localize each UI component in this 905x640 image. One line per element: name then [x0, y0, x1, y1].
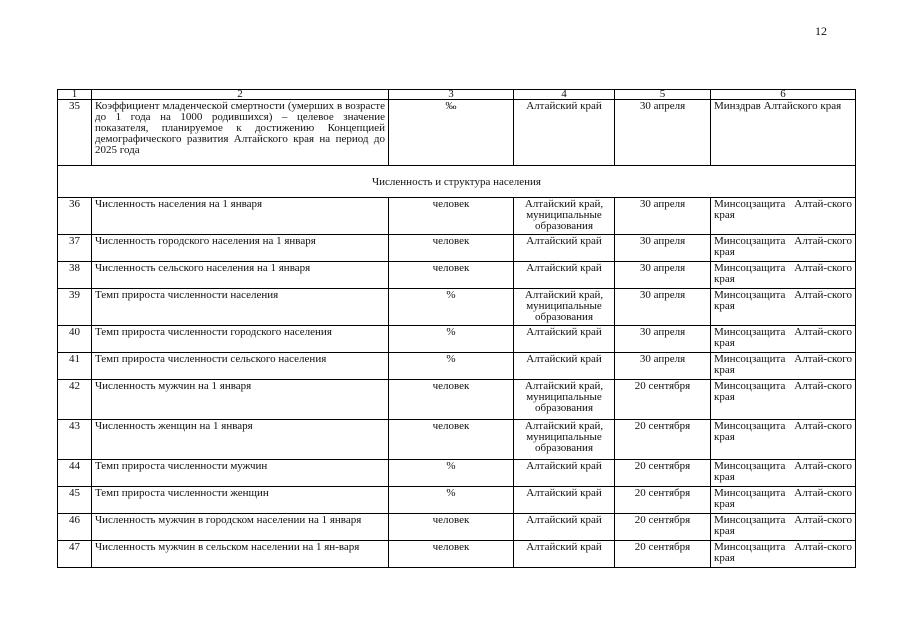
indicator-name: Численность населения на 1 января	[92, 198, 389, 235]
row-number: 42	[58, 380, 92, 420]
table-row	[58, 262, 856, 289]
column-number: 6	[711, 90, 856, 100]
unit: %	[389, 326, 514, 353]
table-row	[58, 380, 856, 420]
indicator-name: Темп прироста численности мужчин	[92, 460, 389, 487]
indicator-name: Коэффициент младенческой смертности (умерших в возрасте до 1 года на 1000 родившихся) – целевое значение показателя, планируемое к достижению Концепцией демографического развития Алтайского края на период до 2025 года	[92, 100, 389, 166]
table-row	[58, 289, 856, 326]
territory-level: Алтайский край, муниципальные образования	[514, 198, 615, 235]
section-row	[58, 166, 856, 198]
indicator-name: Темп прироста численности населения	[92, 289, 389, 326]
indicator-name: Численность мужчин в сельском населении на 1 ян-варя	[92, 541, 389, 568]
unit: человек	[389, 420, 514, 460]
responsible-body: Минсоцзащита Алтай-ского края	[711, 514, 856, 541]
territory-level: Алтайский край	[514, 460, 615, 487]
unit: человек	[389, 198, 514, 235]
submission-date: 20 сентября	[615, 460, 711, 487]
territory-level: Алтайский край, муниципальные образования	[514, 380, 615, 420]
unit: %	[389, 487, 514, 514]
submission-date: 30 апреля	[615, 100, 711, 166]
responsible-body: Минсоцзащита Алтай-ского края	[711, 420, 856, 460]
submission-date: 30 апреля	[615, 198, 711, 235]
unit: человек	[389, 380, 514, 420]
indicator-name: Численность женщин на 1 января	[92, 420, 389, 460]
column-number: 2	[92, 90, 389, 100]
indicator-name: Численность сельского населения на 1 января	[92, 262, 389, 289]
submission-date: 20 сентября	[615, 514, 711, 541]
territory-level: Алтайский край	[514, 235, 615, 262]
submission-date: 20 сентября	[615, 487, 711, 514]
column-number: 1	[58, 90, 92, 100]
row-number: 40	[58, 326, 92, 353]
row-number: 45	[58, 487, 92, 514]
row-number: 39	[58, 289, 92, 326]
submission-date: 20 сентября	[615, 420, 711, 460]
submission-date: 20 сентября	[615, 380, 711, 420]
page-number: 12	[815, 24, 827, 38]
indicators-table	[57, 89, 856, 568]
responsible-body: Минсоцзащита Алтай-ского края	[711, 235, 856, 262]
responsible-body: Минсоцзащита Алтай-ского края	[711, 487, 856, 514]
indicator-name: Темп прироста численности женщин	[92, 487, 389, 514]
unit: %	[389, 289, 514, 326]
unit: человек	[389, 262, 514, 289]
unit: ‰	[389, 100, 514, 166]
table-row	[58, 198, 856, 235]
responsible-body: Минсоцзащита Алтай-ского края	[711, 380, 856, 420]
indicator-name: Численность мужчин в городском населении на 1 января	[92, 514, 389, 541]
table-row	[58, 100, 856, 166]
territory-level: Алтайский край	[514, 100, 615, 166]
column-numbers-row	[58, 90, 856, 100]
submission-date: 30 апреля	[615, 235, 711, 262]
row-number: 46	[58, 514, 92, 541]
territory-level: Алтайский край	[514, 262, 615, 289]
unit: человек	[389, 514, 514, 541]
table-row	[58, 541, 856, 568]
responsible-body: Минсоцзащита Алтай-ского края	[711, 262, 856, 289]
territory-level: Алтайский край	[514, 353, 615, 380]
responsible-body: Минздрав Алтайского края	[711, 100, 856, 166]
submission-date: 30 апреля	[615, 353, 711, 380]
responsible-body: Минсоцзащита Алтай-ского края	[711, 326, 856, 353]
table-row	[58, 514, 856, 541]
row-number: 47	[58, 541, 92, 568]
submission-date: 20 сентября	[615, 541, 711, 568]
table-row	[58, 487, 856, 514]
indicator-name: Темп прироста численности сельского населения	[92, 353, 389, 380]
submission-date: 30 апреля	[615, 262, 711, 289]
responsible-body: Минсоцзащита Алтай-ского края	[711, 289, 856, 326]
column-number: 5	[615, 90, 711, 100]
indicator-name: Численность мужчин на 1 января	[92, 380, 389, 420]
indicator-name: Численность городского населения на 1 января	[92, 235, 389, 262]
row-number: 36	[58, 198, 92, 235]
table-row	[58, 235, 856, 262]
territory-level: Алтайский край, муниципальные образования	[514, 289, 615, 326]
row-number: 38	[58, 262, 92, 289]
responsible-body: Минсоцзащита Алтай-ского края	[711, 541, 856, 568]
unit: человек	[389, 235, 514, 262]
indicator-name: Темп прироста численности городского населения	[92, 326, 389, 353]
table-row	[58, 326, 856, 353]
unit: человек	[389, 541, 514, 568]
responsible-body: Минсоцзащита Алтай-ского края	[711, 198, 856, 235]
row-number: 35	[58, 100, 92, 166]
row-number: 43	[58, 420, 92, 460]
table-row	[58, 353, 856, 380]
unit: %	[389, 460, 514, 487]
row-number: 44	[58, 460, 92, 487]
territory-level: Алтайский край	[514, 514, 615, 541]
table-row	[58, 420, 856, 460]
submission-date: 30 апреля	[615, 326, 711, 353]
column-number: 3	[389, 90, 514, 100]
row-number: 41	[58, 353, 92, 380]
territory-level: Алтайский край, муниципальные образования	[514, 420, 615, 460]
responsible-body: Минсоцзащита Алтай-ского края	[711, 353, 856, 380]
column-number: 4	[514, 90, 615, 100]
responsible-body: Минсоцзащита Алтай-ского края	[711, 460, 856, 487]
territory-level: Алтайский край	[514, 487, 615, 514]
unit: %	[389, 353, 514, 380]
section-title: Численность и структура населения	[58, 166, 856, 198]
row-number: 37	[58, 235, 92, 262]
territory-level: Алтайский край	[514, 326, 615, 353]
table-row	[58, 460, 856, 487]
territory-level: Алтайский край	[514, 541, 615, 568]
submission-date: 30 апреля	[615, 289, 711, 326]
